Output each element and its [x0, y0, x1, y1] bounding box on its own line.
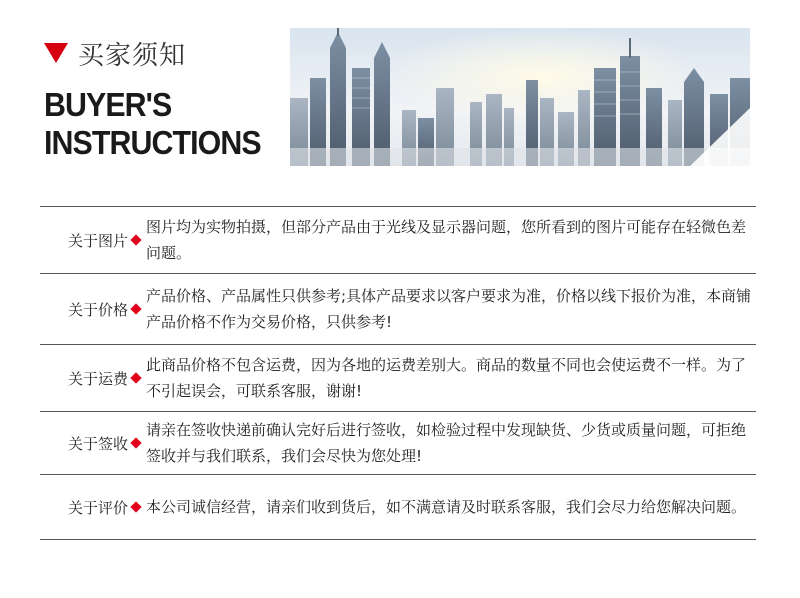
- title-en-line2: INSTRUCTIONS: [44, 124, 261, 161]
- row-price: [40, 273, 756, 344]
- row-label: [40, 433, 144, 454]
- row-label: [40, 497, 144, 518]
- row-label: [40, 230, 144, 251]
- row-label-text: 关于运费: [67, 369, 128, 388]
- row-text: 产品价格、产品属性只供参考;具体产品要求以客户要求为准，价格以线下报价为准，本商铺产品价格不作为交易价格，只供参考!: [146, 287, 752, 331]
- row-text: 图片均为实物拍摄，但部分产品由于光线及显示器问题，您所看到的图片可能存在轻微色差问题。: [146, 218, 747, 262]
- row-label-text: 关于评价: [67, 498, 128, 517]
- red-diamond-icon: [130, 303, 141, 314]
- row-receipt: [40, 411, 756, 474]
- row-shipping: [40, 344, 756, 411]
- red-diamond-icon: [130, 501, 141, 512]
- red-diamond-icon: [130, 372, 141, 383]
- row-label-text: 关于图片: [67, 231, 128, 250]
- row-label: [40, 299, 144, 320]
- skyline-image: [290, 28, 750, 166]
- title-en-line1: BUYER'S: [44, 86, 172, 123]
- title-en: [44, 86, 265, 162]
- row-review: [40, 474, 756, 540]
- red-diamond-icon: [130, 234, 141, 245]
- row-text: 此商品价格不包含运费，因为各地的运费差别大。商品的数量不同也会使运费不一样。为了不引起误会，可联系客服，谢谢!: [146, 356, 747, 400]
- row-label-text: 关于签收: [67, 434, 128, 453]
- title-cn: 买家须知: [78, 40, 187, 71]
- row-label: [40, 368, 144, 389]
- row-text: 本公司诚信经营，请亲们收到货后，如不满意请及时联系客服，我们会尽力给您解决问题。: [146, 498, 747, 516]
- city-skyline-banner: [290, 28, 750, 166]
- row-pictures: [40, 206, 756, 273]
- title-cn-row: [44, 36, 284, 70]
- red-triangle-icon: [44, 43, 68, 63]
- header-title-block: [44, 36, 284, 162]
- row-text: 请亲在签收快递前确认完好后进行签收，如检验过程中发现缺货、少货或质量问题，可拒绝签收并与我们联系，我们会尽快为您处理!: [146, 421, 747, 465]
- instructions-table: [40, 206, 756, 540]
- row-label-text: 关于价格: [67, 300, 128, 319]
- red-diamond-icon: [130, 437, 141, 448]
